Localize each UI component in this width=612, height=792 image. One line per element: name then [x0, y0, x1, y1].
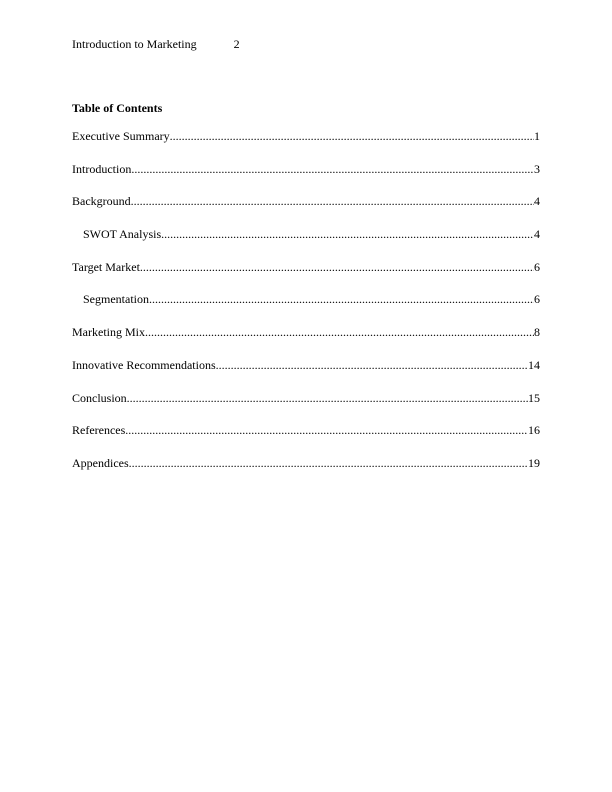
toc-dot-leader	[131, 161, 534, 177]
toc-entry-label: Conclusion	[72, 390, 127, 405]
toc-entry-label: SWOT Analysis	[83, 227, 162, 242]
table-of-contents	[72, 128, 540, 488]
toc-dot-leader	[161, 226, 534, 242]
toc-entry-label: Innovative Recommendations	[72, 357, 216, 372]
toc-dot-leader	[127, 390, 528, 406]
toc-entry-page: 16	[528, 423, 540, 438]
toc-entry-page: 1	[534, 129, 540, 143]
toc-entry-references[interactable]	[72, 422, 540, 455]
toc-entry-page: 4	[534, 194, 540, 209]
toc-dot-leader	[140, 259, 534, 275]
toc-entry-label: Appendices	[72, 455, 129, 470]
toc-dot-leader	[145, 324, 534, 340]
toc-entry-label: References	[72, 423, 126, 438]
toc-entry-label: Introduction	[72, 161, 132, 176]
toc-dot-leader	[129, 455, 528, 471]
toc-heading: Table of Contents	[72, 101, 163, 115]
toc-entry-label: Marketing Mix	[72, 325, 145, 340]
toc-entry-page: 6	[534, 292, 540, 307]
toc-entry-executive-summary[interactable]	[72, 128, 540, 161]
toc-entry-page: 6	[534, 259, 540, 274]
toc-entry-conclusion[interactable]	[72, 390, 540, 423]
toc-entry-swot-analysis[interactable]	[72, 226, 540, 259]
toc-entry-marketing-mix[interactable]	[72, 324, 540, 357]
toc-entry-page: 14	[528, 357, 540, 372]
toc-entry-innovative-recommendations[interactable]	[72, 357, 540, 390]
toc-entry-page: 8	[534, 325, 540, 340]
toc-dot-leader	[125, 422, 528, 438]
toc-entry-appendices[interactable]	[72, 455, 540, 488]
toc-dot-leader	[149, 291, 534, 307]
toc-entry-label: Segmentation	[83, 292, 149, 307]
toc-entry-page: 4	[534, 227, 540, 242]
toc-entry-target-market[interactable]	[72, 259, 540, 292]
toc-entry-introduction[interactable]	[72, 161, 540, 194]
running-header-title: Introduction to Marketing	[72, 37, 197, 51]
toc-entry-label: Background	[72, 194, 131, 209]
toc-entry-label: Target Market	[72, 259, 140, 274]
page-number: 2	[233, 37, 240, 51]
toc-entry-background[interactable]	[72, 193, 540, 226]
toc-entry-segmentation[interactable]	[72, 291, 540, 324]
toc-dot-leader	[170, 128, 534, 144]
running-header	[72, 36, 240, 52]
toc-entry-label: Executive Summary	[72, 129, 170, 143]
toc-entry-page: 19	[528, 455, 540, 470]
toc-dot-leader	[131, 193, 534, 209]
toc-dot-leader	[216, 357, 528, 373]
toc-entry-page: 3	[534, 161, 540, 176]
toc-entry-page: 15	[528, 390, 540, 405]
